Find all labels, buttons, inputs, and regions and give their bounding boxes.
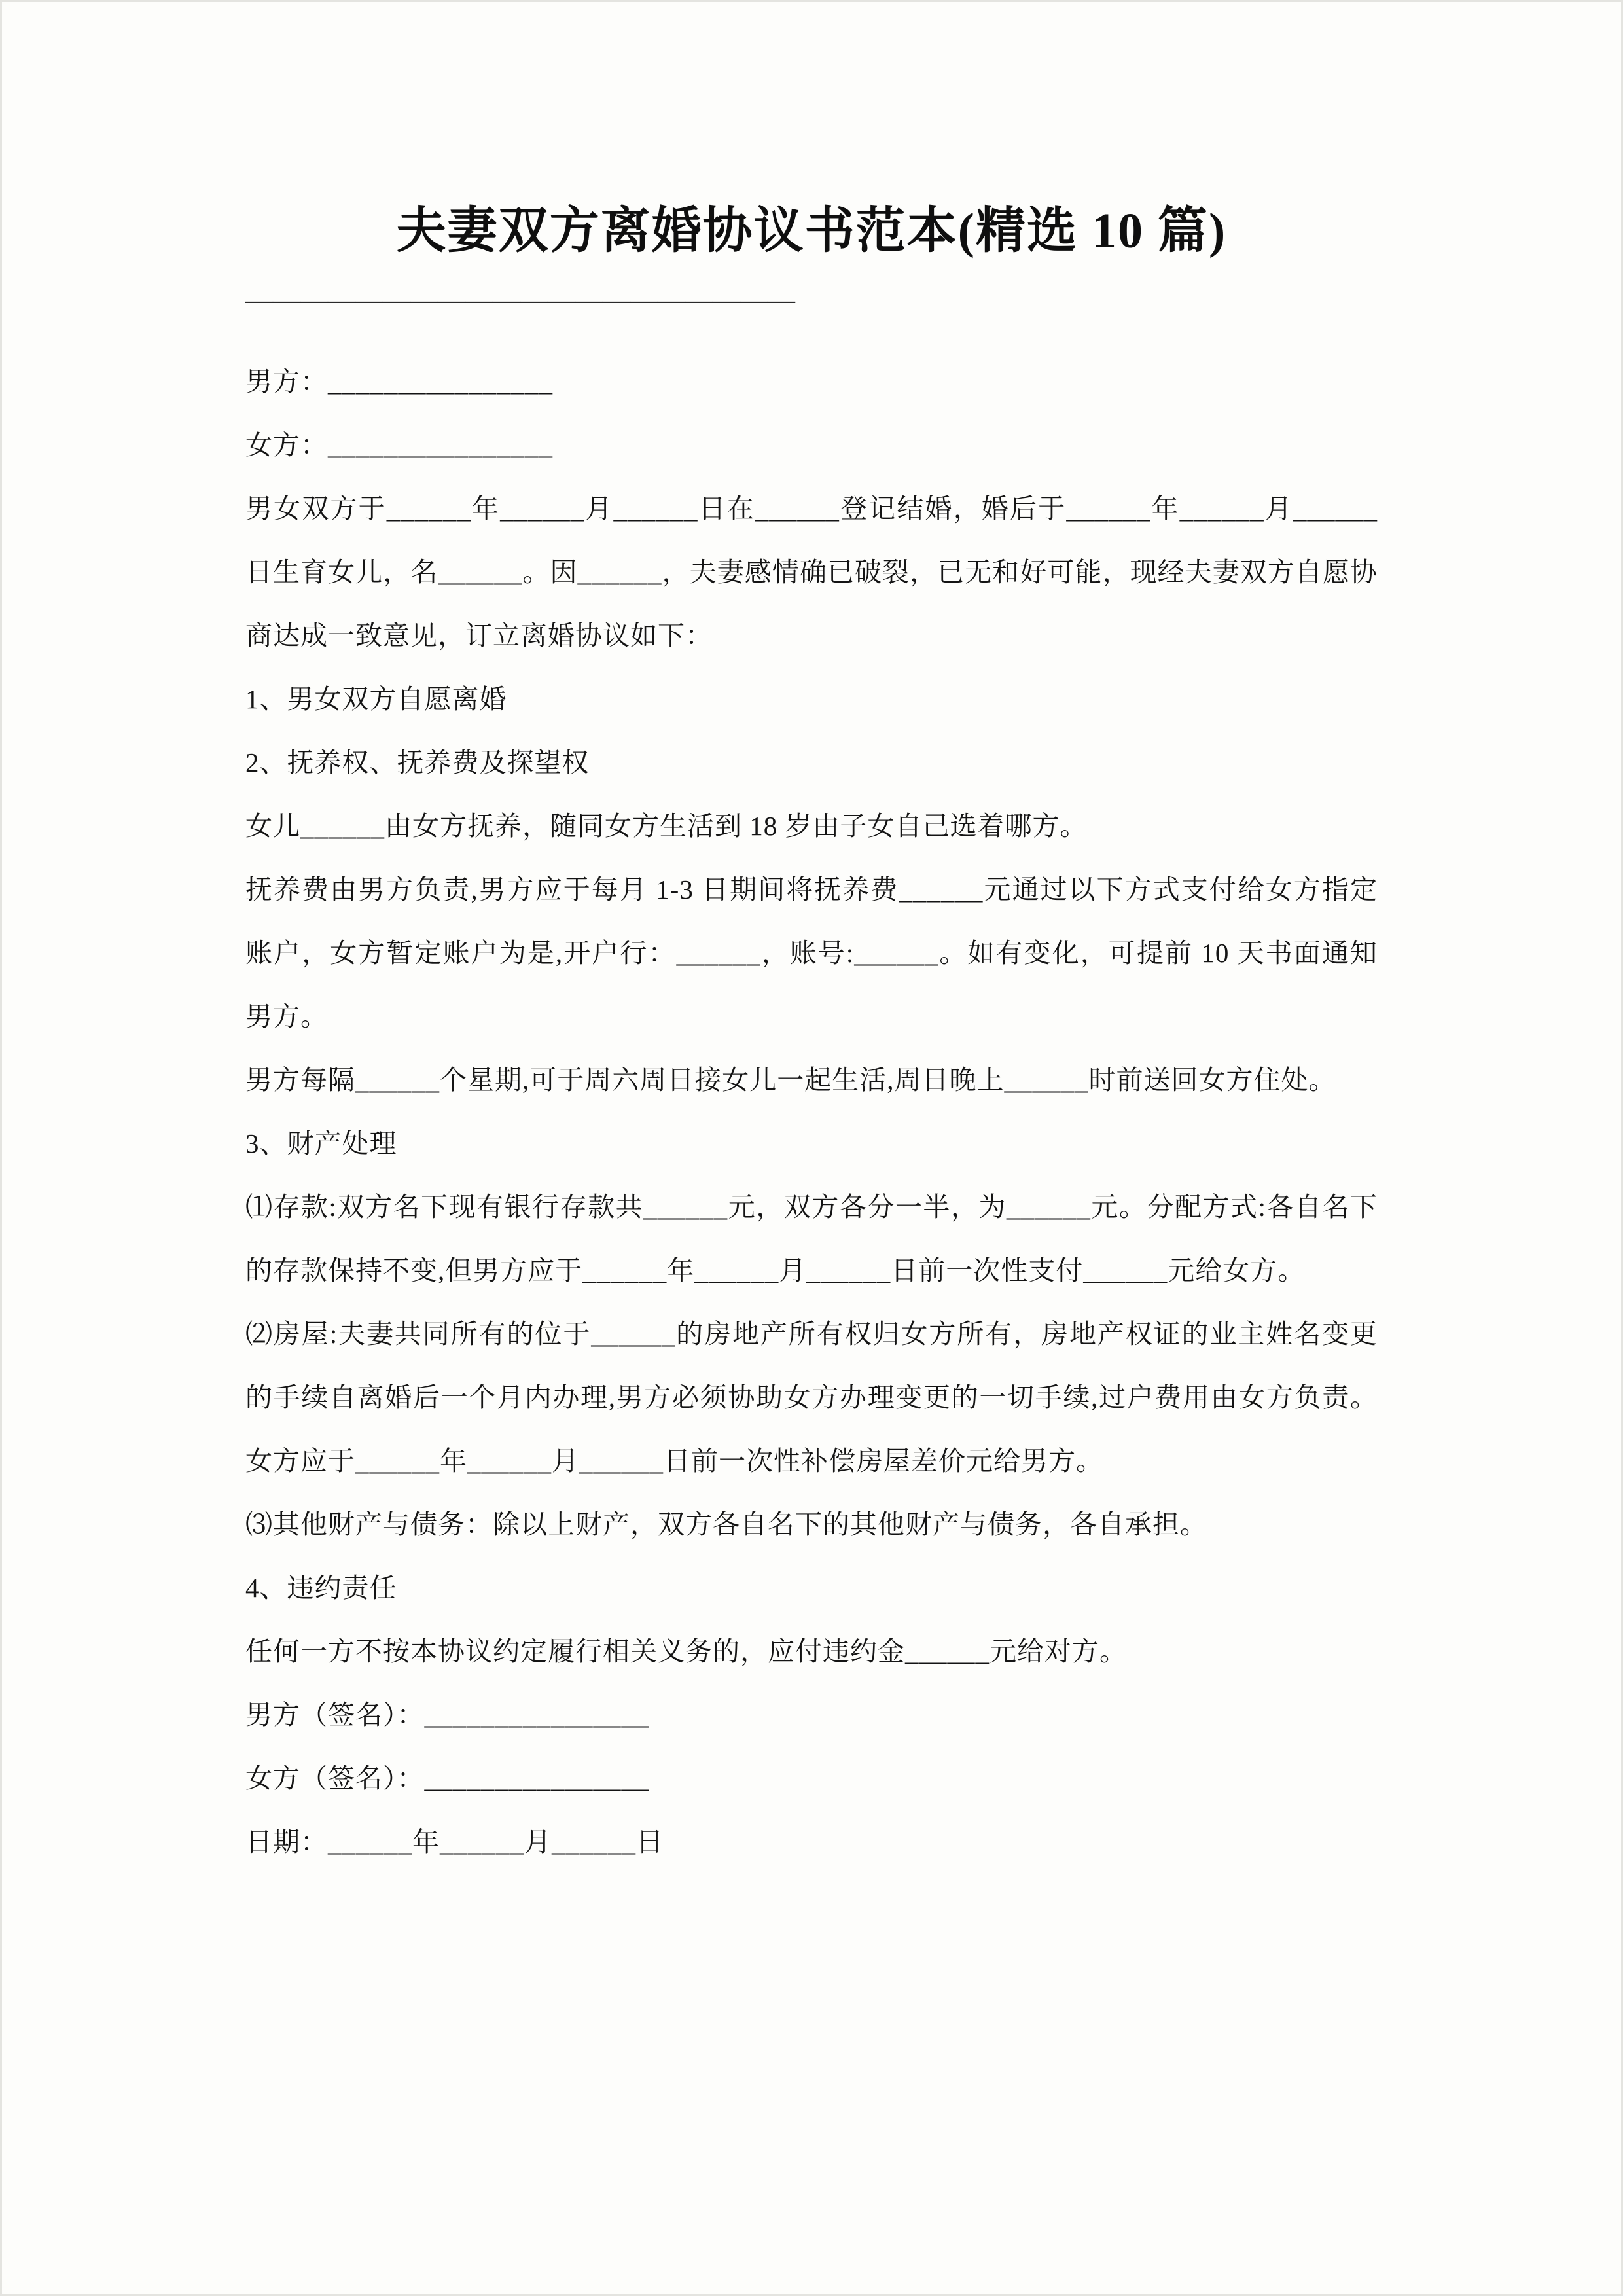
other-assets-paragraph: ⑶其他财产与债务：除以上财产，双方各自名下的其他财产与债务，各自承担。: [245, 1509, 1207, 1539]
clause-1-heading: 1、男女双方自愿离婚: [245, 684, 507, 714]
intro-paragraph: 男女双方于______年______月______日在______登记结婚，婚后于______年______月______日生育女儿，名______。因______，夫妻感情确已破裂，已无和好可能，现经夫妻双方自愿协商达成一致意见，订立离婚协议如下：: [245, 493, 1378, 651]
document-title: 夫妻双方离婚协议书范本(精选 10 篇): [396, 204, 1227, 259]
husband-signature-line: 男方（签名）：________________: [245, 1700, 650, 1730]
clause-3-heading: 3、财产处理: [245, 1128, 397, 1158]
visitation-paragraph: 男方每隔______个星期,可于周六周日接女儿一起生活,周日晚上______时前送回女方住处。: [245, 1065, 1336, 1095]
support-fee-paragraph: 抚养费由男方负责,男方应于每月 1-3 日期间将抚养费______元通过以下方式支付给女方指定账户，女方暂定账户为是,开户行：______，账号:______。如有变化，可提前 10 天书面通知男方。: [245, 874, 1378, 1031]
document-body: [245, 350, 1378, 1874]
deposit-paragraph: ⑴存款:双方名下现有银行存款共______元，双方各分一半，为______元。分配方式:各自名下的存款保持不变,但男方应于______年______月______日前一次性支付______元给女方。: [245, 1192, 1378, 1285]
date-line: 日期：______年______月______日: [245, 1827, 664, 1857]
breach-paragraph: 任何一方不按本协议约定履行相关义务的，应付违约金______元给对方。: [245, 1636, 1127, 1666]
house-paragraph: ⑵房屋:夫妻共同所有的位于______的房地产所有权归女方所有，房地产权证的业主姓名变更的手续自离婚后一个月内办理,男方必须协助女方办理变更的一切手续,过户费用由女方负责。女方应于______年______月______日前一次性补偿房屋差价元给男方。: [245, 1319, 1378, 1476]
custody-paragraph: 女儿______由女方抚养，随同女方生活到 18 岁由子女自己选着哪方。: [245, 811, 1088, 841]
field-wife-name: 女方：________________: [245, 430, 553, 460]
clause-2-heading: 2、抚养权、抚养费及探望权: [245, 747, 590, 778]
wife-signature-line: 女方（签名）：________________: [245, 1763, 650, 1793]
separator-line: ————————————————————: [245, 285, 795, 315]
field-husband-name: 男方：________________: [245, 367, 553, 397]
clause-4-heading: 4、违约责任: [245, 1573, 397, 1603]
